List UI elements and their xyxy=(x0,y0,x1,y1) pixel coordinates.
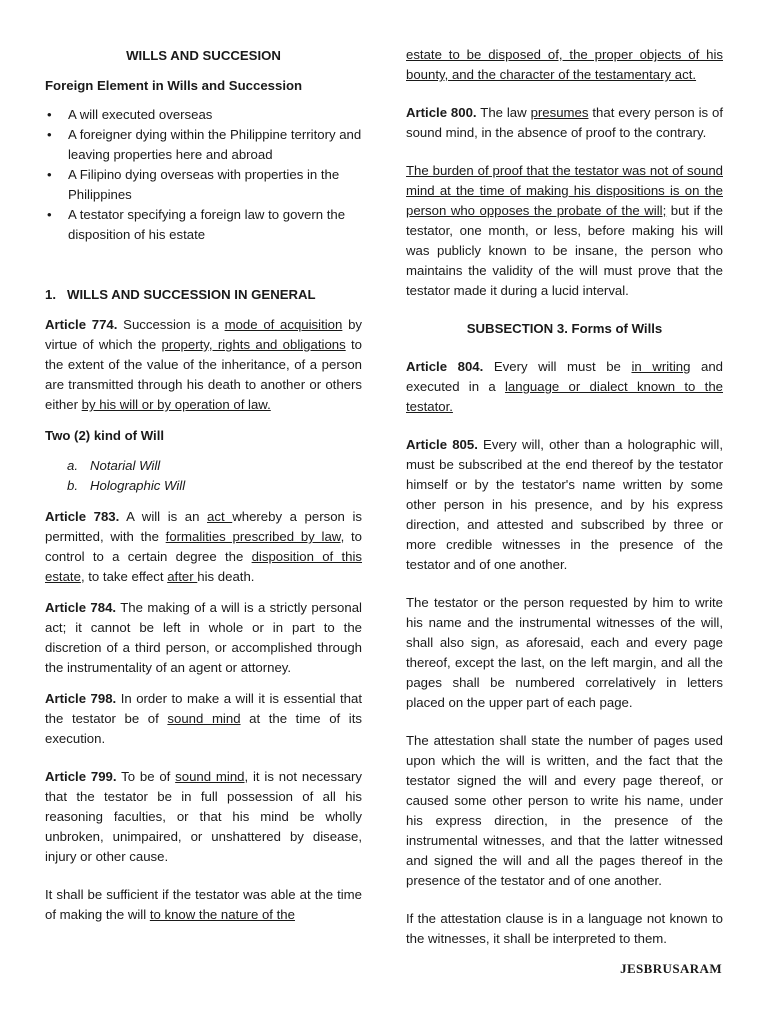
article-text: but if the testator, one month, or less, before making his will was publicly known to be insane, the person who maintains the validity of the will must prove that the testator made it during a lucid interval. xyxy=(406,203,723,298)
underlined-text: sound mind xyxy=(175,769,245,784)
underlined-text: estate to be disposed of, the proper objects of his bounty, and the character of the testamentary act. xyxy=(406,47,723,82)
article-800 xyxy=(406,103,723,143)
article-774 xyxy=(45,315,362,415)
article-text: and executed in a xyxy=(406,359,724,394)
underlined-text: mode of acquisition xyxy=(224,317,343,332)
article-799 xyxy=(45,767,362,867)
article-text: Succession is a xyxy=(117,317,225,332)
article-784 xyxy=(45,598,362,678)
left-column xyxy=(45,46,362,936)
footer-author: JESBRUSARAM xyxy=(620,961,722,976)
article-text: to the extent of the value of the inheritance, of a person are transmitted through his death to another or others either xyxy=(45,337,363,412)
article-805 xyxy=(406,435,723,575)
underlined-text: presumes xyxy=(530,105,589,120)
kinds-of-will-list xyxy=(45,456,362,496)
article-text: The making of a will is a strictly personal act; it cannot be left in whole or in part to the discretion of a third person, or accomplished through the instrumentality of an agent or attorney. xyxy=(45,600,362,675)
list-item: • A foreigner dying within the Philippine territory and leaving properties here and abroad xyxy=(45,125,362,165)
underlined-text: property, rights and obligations xyxy=(161,337,346,352)
article-label: Article 804. xyxy=(406,359,484,374)
article-text: at the time of its execution. xyxy=(45,711,362,746)
underlined-text: after xyxy=(167,569,198,584)
article-805-paragraph-3: The attestation shall state the number of pages used upon which the will is written, and the fact that the testator signed the will and every page thereof, or caused some other person to write his name, under his express direction, in the presence of the instrumental witnesses, and that the latter witnessed and signed the will and all the pages thereof in the presence of the testator and of one another. xyxy=(406,733,723,888)
article-text: Every will, other than a holographic will, must be subscribed at the end thereof by the testator himself or by the testator's name written by some other person in his presence, and by his express direction, and attested and subscribed by three or more credible witnesses in the presence of the testator and of one another. xyxy=(406,437,723,572)
article-799-paragraph-2 xyxy=(45,885,362,925)
underlined-text: in writing xyxy=(631,359,691,374)
article-805-paragraph-4: If the attestation clause is in a language not known to the witnesses, it shall be interpreted to them. xyxy=(406,911,723,946)
section-heading xyxy=(45,285,362,305)
article-text: Every will must be xyxy=(483,359,632,374)
list-item: • A testator specifying a foreign law to govern the disposition of his estate xyxy=(45,205,362,245)
list-item xyxy=(45,476,362,496)
article-text: , to take effect xyxy=(80,569,168,584)
article-label: Article 798. xyxy=(45,691,117,706)
article-805-paragraph-2: The testator or the person requested by him to write his name and the instrumental witnesses of the will, shall also sign, as aforesaid, each and every page thereof, except the last, on the left margin, and all the pages shall be numbered correlatively in letters placed on the upper part of each page. xyxy=(406,595,723,710)
section-number: 1. xyxy=(45,287,56,302)
list-item: • A Filipino dying overseas with properties in the Philippines xyxy=(45,165,362,205)
article-text: , it is not necessary that the testator be in full possession of all his reasoning faculties, or that his mind be wholly unbroken, unimpaired, or unshattered by disease, injury or other cause. xyxy=(45,769,363,864)
underlined-text: The burden of proof that the testator was not of sound mind at the time of making his dispositions is on the person who opposes the probate of the will; xyxy=(406,163,723,218)
burden-of-proof-paragraph xyxy=(406,161,723,301)
continued-paragraph xyxy=(406,45,723,85)
article-text: by virtue of which the xyxy=(45,317,363,352)
list-marker: b. xyxy=(67,478,78,493)
article-text: It shall be sufficient if the testator was able at the time of making the will xyxy=(45,887,362,922)
underlined-text: formalities prescribed by law xyxy=(165,529,341,544)
foreign-element-list xyxy=(45,105,362,245)
article-label: Article 783. xyxy=(45,509,120,524)
article-label: Article 799. xyxy=(45,769,117,784)
underlined-text: sound mind xyxy=(167,711,241,726)
article-label: Article 805. xyxy=(406,437,478,452)
right-column xyxy=(406,45,723,960)
article-text: A will is an xyxy=(119,509,208,524)
article-text: his death. xyxy=(197,569,255,584)
article-783 xyxy=(45,507,362,587)
subsection-heading: SUBSECTION 3. Forms of Wills xyxy=(466,321,663,336)
article-text: The law xyxy=(476,105,531,120)
list-item xyxy=(45,456,362,476)
article-text: whereby a person is permitted, with the xyxy=(45,509,362,544)
article-804 xyxy=(406,357,723,417)
kinds-of-will-heading: Two (2) kind of Will xyxy=(45,428,165,443)
article-text: In order to make a will it is essential that the testator be of xyxy=(45,691,363,726)
list-item: • A will executed overseas xyxy=(45,105,362,125)
underlined-text: by his will or by operation of law. xyxy=(81,397,271,412)
article-text: To be of xyxy=(116,769,176,784)
article-label: Article 800. xyxy=(406,105,477,120)
underlined-text: language or dialect known to the testator. xyxy=(406,379,723,414)
article-label: Article 784. xyxy=(45,600,117,615)
section-label: WILLS AND SUCCESSION IN GENERAL xyxy=(67,287,316,302)
article-798 xyxy=(45,689,362,749)
underlined-text: disposition of this estate xyxy=(45,549,362,584)
article-text: , to control to a certain degree the xyxy=(45,529,362,564)
document-title: WILLS AND SUCCESION xyxy=(126,48,281,63)
article-label: Article 774. xyxy=(45,317,118,332)
list-text: Notarial Will xyxy=(90,458,161,473)
underlined-text: to know the nature of the xyxy=(149,907,295,922)
list-marker: a. xyxy=(67,458,78,473)
underlined-text: act xyxy=(207,509,233,524)
article-text: that every person is of sound mind, in the absence of proof to the contrary. xyxy=(406,105,724,140)
foreign-element-heading: Foreign Element in Wills and Succession xyxy=(45,78,303,93)
list-text: Holographic Will xyxy=(90,478,186,493)
